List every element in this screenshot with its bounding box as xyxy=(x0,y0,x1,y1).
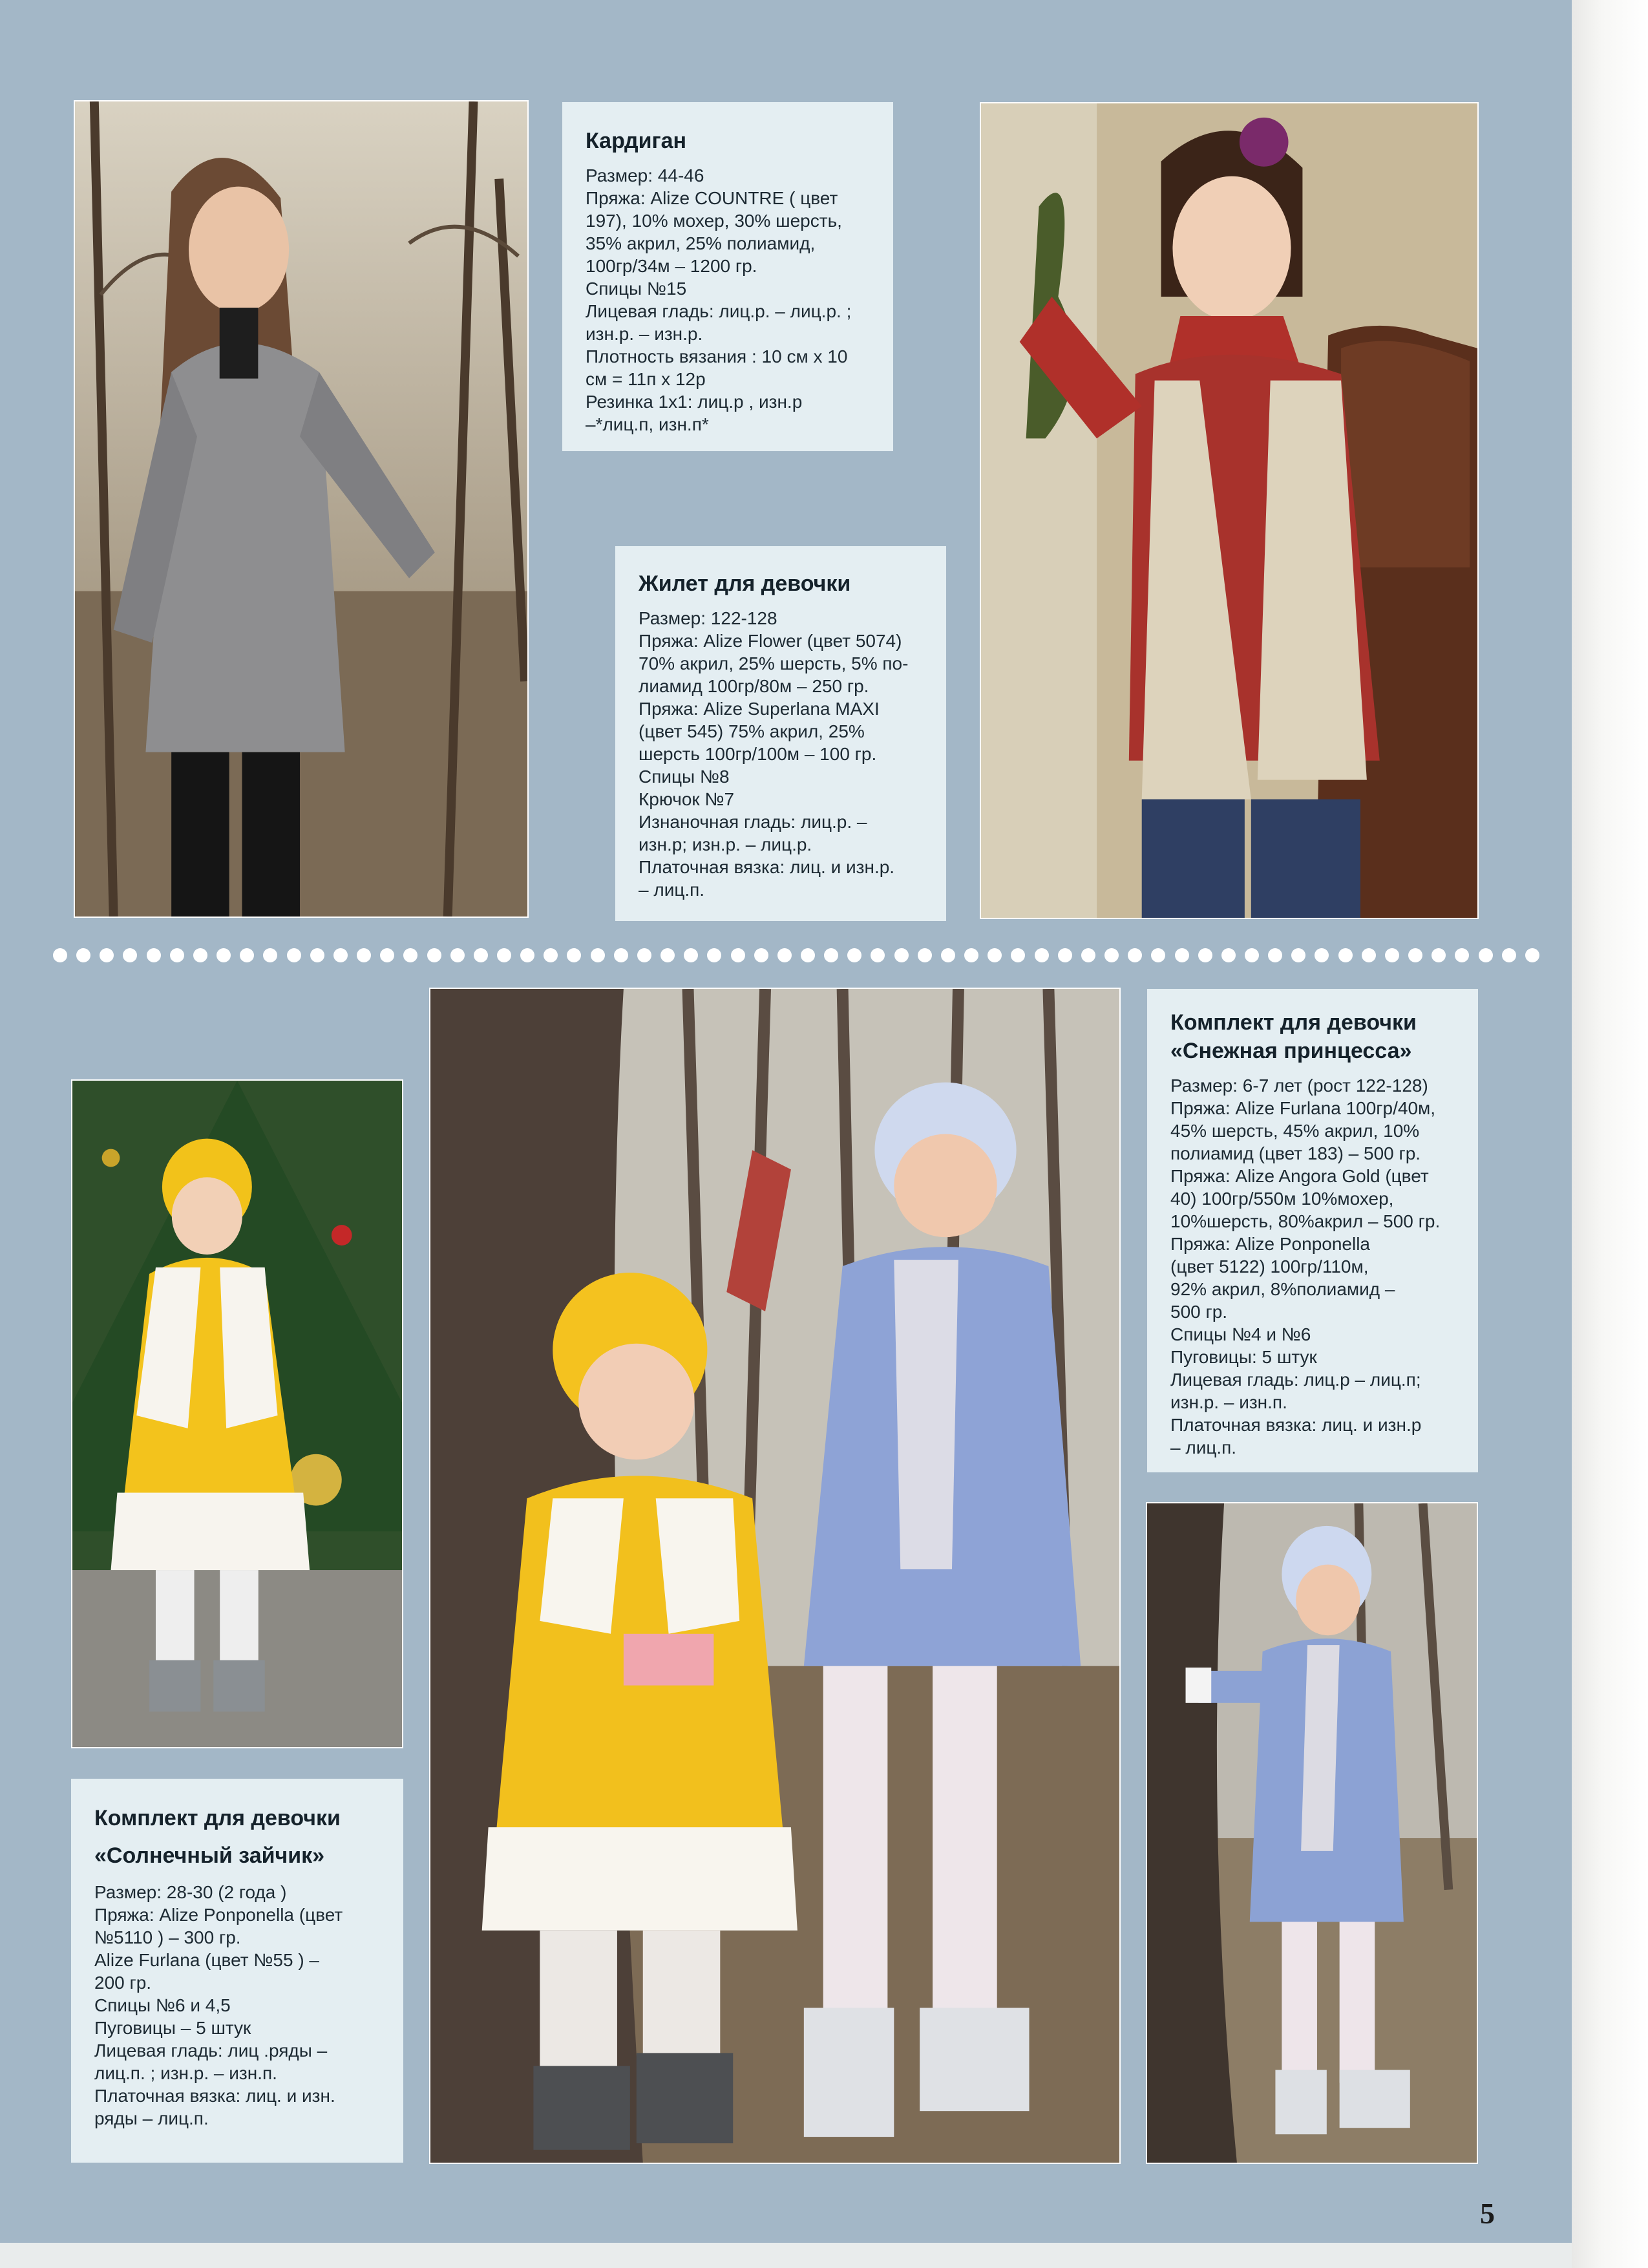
card-sunny-line: Пуговицы – 5 штук xyxy=(94,2018,251,2038)
card-vest xyxy=(615,546,946,921)
card-cardigan-line: 197), 10% мохер, 30% шерсть, xyxy=(586,211,842,231)
card-vest-line: Спицы №8 xyxy=(639,767,730,787)
card-vest-line: Изнаночная гладь: лиц.р. – xyxy=(639,812,867,832)
card-sunny-line: №5110 ) – 300 гр. xyxy=(94,1927,241,1947)
card-cardigan-line: Размер: 44-46 xyxy=(586,165,704,185)
card-snow-line: Лицевая гладь: лиц.р – лиц.п; xyxy=(1170,1370,1421,1390)
card-sunny-line: лиц.п. ; изн.р. – изн.п. xyxy=(94,2063,277,2083)
card-sunny-line: Спицы №6 и 4,5 xyxy=(94,1995,231,2015)
card-vest-title: Жилет для девочки xyxy=(639,571,851,596)
card-cardigan-line: Резинка 1х1: лиц.р , изн.р xyxy=(586,392,803,412)
photo-two-girls xyxy=(429,988,1121,2164)
card-sunny-title-line1: Комплект для девочки xyxy=(94,1806,341,1830)
page-number: 5 xyxy=(1480,2197,1495,2230)
card-sunny-line: Платочная вязка: лиц. и изн. xyxy=(94,2086,335,2106)
card-snow-princess xyxy=(1147,989,1478,1472)
card-snow-line: 500 гр. xyxy=(1170,1302,1228,1322)
card-vest-line: шерсть 100гр/100м – 100 гр. xyxy=(639,744,877,764)
section-divider-dots xyxy=(53,947,1539,964)
card-snow-line: Спицы №4 и №6 xyxy=(1170,1324,1311,1344)
card-snow-line: Размер: 6-7 лет (рост 122-128) xyxy=(1170,1076,1428,1096)
card-sunny-line: Alize Furlana (цвет №55 ) – xyxy=(94,1950,319,1970)
card-snow-line: Пряжа: Alize Angora Gold (цвет xyxy=(1170,1166,1429,1186)
card-snow-line: Пряжа: Alize Furlana 100гр/40м, xyxy=(1170,1098,1436,1118)
card-vest-line: (цвет 545) 75% акрил, 25% xyxy=(639,721,865,741)
card-vest-line: изн.р; изн.р. – лиц.р. xyxy=(639,834,812,854)
card-sunny-line: Размер: 28-30 (2 года ) xyxy=(94,1882,287,1902)
card-vest-line: 70% акрил, 25% шерсть, 5% по- xyxy=(639,653,909,673)
card-snow-line: Платочная вязка: лиц. и изн.р xyxy=(1170,1415,1422,1435)
card-sunny-line: 200 гр. xyxy=(94,1973,152,1993)
card-cardigan-line: см = 11п х 12р xyxy=(586,369,706,389)
card-vest-line: лиамид 100гр/80м – 250 гр. xyxy=(639,676,869,696)
card-cardigan-line: 35% акрил, 25% полиамид, xyxy=(586,233,816,253)
paper-edge xyxy=(1572,0,1648,2268)
card-vest-line: Крючок №7 xyxy=(639,789,735,809)
card-vest-line: – лиц.п. xyxy=(639,880,705,900)
card-cardigan-line: Плотность вязания : 10 см х 10 xyxy=(586,346,848,366)
card-cardigan-line: 100гр/34м – 1200 гр. xyxy=(586,256,757,276)
card-sunny-title xyxy=(94,1799,384,1874)
photo-girl-vest xyxy=(980,102,1479,919)
card-cardigan-line: Лицевая гладь: лиц.р. – лиц.р. ; xyxy=(586,301,852,321)
card-vest-line: Пряжа: Alize Flower (цвет 5074) xyxy=(639,631,902,651)
card-snow-line: Пряжа: Alize Ponponella xyxy=(1170,1234,1370,1254)
card-snow-title-line2: «Снежная принцесса» xyxy=(1170,1039,1412,1063)
card-sunny-title-line2: «Солнечный зайчик» xyxy=(94,1843,325,1868)
card-cardigan-line: Пряжа: Alize COUNTRE ( цвет xyxy=(586,188,838,208)
card-vest-line: Пряжа: Alize Superlana MAXI xyxy=(639,699,880,719)
card-snow-line: 40) 100гр/550м 10%мохер, xyxy=(1170,1189,1394,1209)
paper-bottom-edge xyxy=(0,2243,1572,2268)
card-cardigan xyxy=(562,102,893,451)
photo-girl-yellow-tree xyxy=(71,1079,403,1748)
card-cardigan-line: Спицы №15 xyxy=(586,279,687,299)
card-sunny-line: Лицевая гладь: лиц .ряды – xyxy=(94,2040,328,2061)
card-sunny-bunny xyxy=(71,1779,403,2163)
card-snow-title-line1: Комплект для девочки xyxy=(1170,1010,1417,1035)
card-cardigan-title: Кардиган xyxy=(586,129,687,153)
card-snow-line: изн.р. – изн.п. xyxy=(1170,1392,1287,1412)
card-vest-line: Платочная вязка: лиц. и изн.р. xyxy=(639,857,895,877)
card-cardigan-line: –*лиц.п, изн.п* xyxy=(586,414,709,434)
card-sunny-line: ряды – лиц.п. xyxy=(94,2108,209,2128)
photo-woman-cardigan xyxy=(74,100,529,918)
card-snow-line: (цвет 5122) 100гр/110м, xyxy=(1170,1256,1369,1277)
card-snow-line: полиамид (цвет 183) – 500 гр. xyxy=(1170,1143,1421,1163)
card-cardigan-line: изн.р. – изн.р. xyxy=(586,324,703,344)
card-snow-title xyxy=(1170,1008,1459,1065)
card-snow-line: Пуговицы: 5 штук xyxy=(1170,1347,1317,1367)
card-snow-line: 45% шерсть, 45% акрил, 10% xyxy=(1170,1121,1420,1141)
card-snow-line: – лиц.п. xyxy=(1170,1437,1237,1457)
card-snow-line: 92% акрил, 8%полиамид – xyxy=(1170,1279,1395,1299)
card-snow-line: 10%шерсть, 80%акрил – 500 гр. xyxy=(1170,1211,1441,1231)
card-sunny-line: Пряжа: Alize Ponponella (цвет xyxy=(94,1905,343,1925)
card-vest-line: Размер: 122-128 xyxy=(639,608,777,628)
photo-girl-blue-tree xyxy=(1146,1502,1478,2164)
